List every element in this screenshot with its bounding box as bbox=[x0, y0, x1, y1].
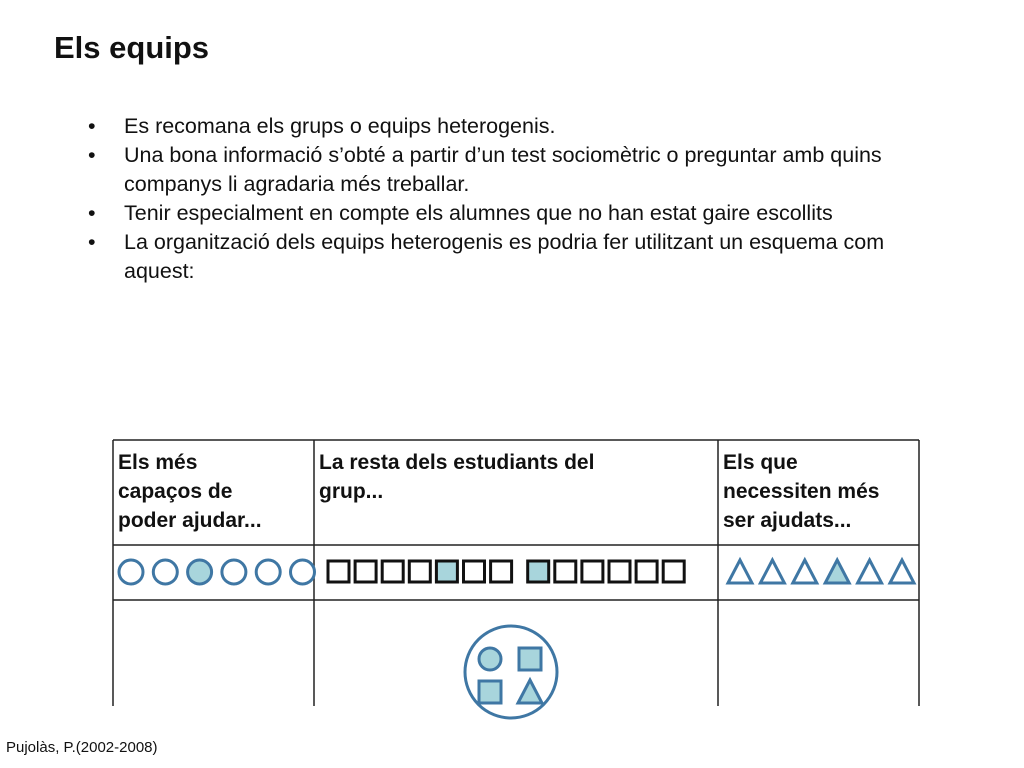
square-shape bbox=[528, 561, 549, 582]
circle-shape bbox=[188, 560, 212, 584]
triangle-shape bbox=[825, 560, 849, 583]
square-shape bbox=[464, 561, 485, 582]
bullet-text: La organització dels equips heterogenis es podria fer utilitzant un esquema com aquest: bbox=[124, 230, 885, 283]
triangle-shape bbox=[793, 560, 817, 583]
header-col3-line2: necessiten més bbox=[723, 480, 880, 503]
bullet-dot: • bbox=[88, 230, 96, 254]
square-shape bbox=[491, 561, 512, 582]
triangle-shape bbox=[728, 560, 752, 583]
bullet-dot: • bbox=[88, 201, 96, 225]
bullet-text: Es recomana els grups o equips heterogenis. bbox=[124, 114, 556, 138]
slide-title: Els equips bbox=[54, 30, 210, 65]
bullet-text: Una bona informació s’obté a partir d’un test sociomètric o preguntar amb quins companys li agradaria més treballar. bbox=[124, 143, 882, 196]
student-shapes-row bbox=[119, 560, 914, 584]
circle-shape bbox=[291, 560, 315, 584]
bullet-dot: • bbox=[88, 143, 96, 167]
triangle-shape bbox=[858, 560, 882, 583]
header-col2-line2: grup... bbox=[319, 480, 384, 503]
triangle-shape bbox=[760, 560, 784, 583]
square-shape bbox=[636, 561, 657, 582]
header-col1-line1: Els més bbox=[118, 451, 198, 474]
square-shape bbox=[555, 561, 576, 582]
scheme-headers bbox=[118, 451, 879, 532]
square-shape bbox=[609, 561, 630, 582]
square-shape bbox=[382, 561, 403, 582]
circle-shape bbox=[153, 560, 177, 584]
team-member-circle bbox=[479, 648, 501, 670]
header-col3-line3: ser ajudats... bbox=[723, 509, 852, 532]
square-shape bbox=[663, 561, 684, 582]
bullet-text: Tenir especialment en compte els alumnes que no han estat gaire escollits bbox=[124, 201, 833, 225]
circle-shape bbox=[222, 560, 246, 584]
square-shape bbox=[328, 561, 349, 582]
team-member-square bbox=[519, 648, 541, 670]
triangle-shape bbox=[890, 560, 914, 583]
header-col1-line3: poder ajudar... bbox=[118, 509, 262, 532]
square-shape bbox=[436, 561, 457, 582]
header-col2-line1: La resta dels estudiants del bbox=[319, 451, 595, 474]
square-shape bbox=[355, 561, 376, 582]
team-member-square bbox=[479, 681, 501, 703]
circle-shape bbox=[256, 560, 280, 584]
square-shape bbox=[582, 561, 603, 582]
header-col1-line2: capaços de bbox=[118, 480, 233, 503]
square-shape bbox=[409, 561, 430, 582]
circle-shape bbox=[119, 560, 143, 584]
team-example bbox=[465, 626, 557, 718]
bullet-dot: • bbox=[88, 114, 96, 138]
citation: Pujolàs, P.(2002-2008) bbox=[6, 739, 158, 756]
header-col3-line1: Els que bbox=[723, 451, 798, 474]
